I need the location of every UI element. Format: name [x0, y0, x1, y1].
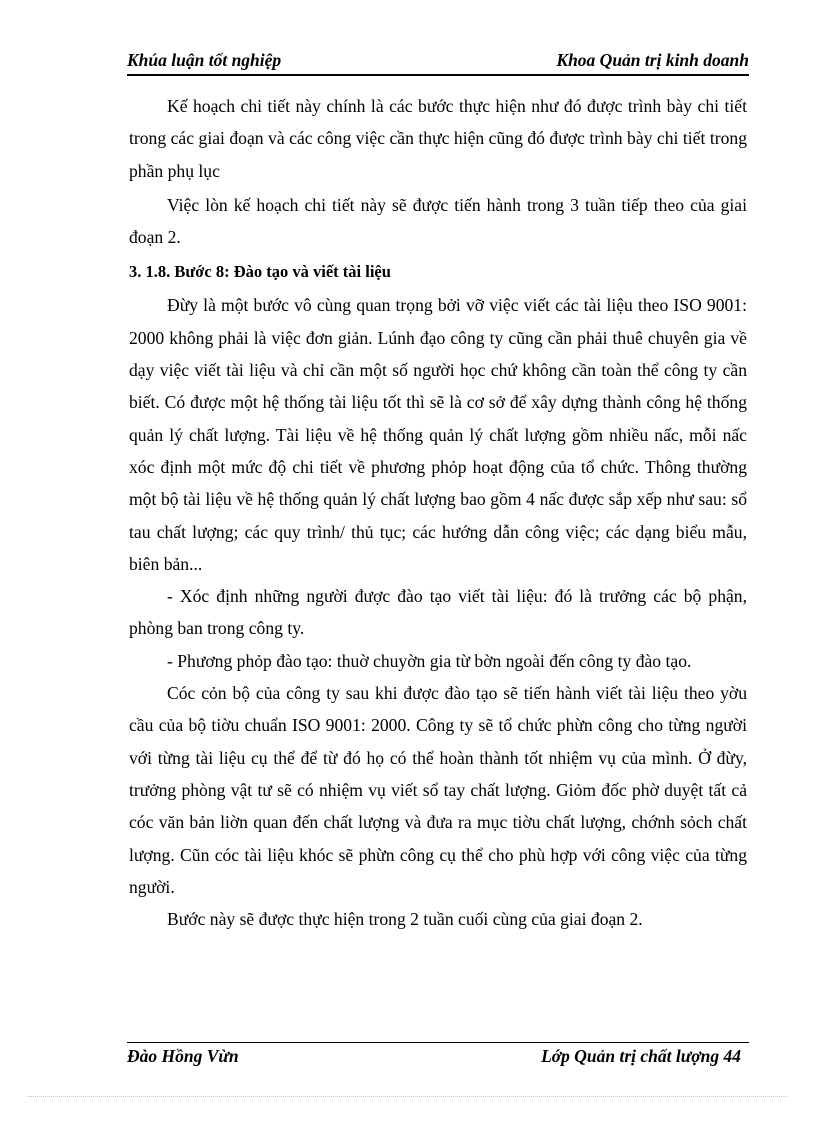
paragraph-plan-timing: Việc lòn kế hoạch chi tiết này sẽ được tiến hành trong 3 tuần tiếp theo của giai đoạn 2. — [129, 194, 747, 248]
document-body — [129, 90, 747, 935]
paragraph-training-importance: Đừy là một bước vô cùng quan trọng bởi vỡ việc viết các tài liệu theo ISO 9001: 2000 không phải là việc đơn giản. Lúnh đạo công ty cũng cần phải thuê chuyên gia về dạy việc viết tài liệu và chỉ cần một số người học chứ không cần toàn thể công ty cần biết. Có được một hệ thống tài liệu tốt thì sẽ là cơ sở để xây dựng thành công hệ thống quản lý chất lượng. Tài liệu về hệ thống quản lý chất lượng gồm nhiều nấc, mỗi nấc xóc định một mức độ chi tiết về phương phỏp hoạt động của tổ chức. Thông thường một bộ tài liệu về hệ thống quản lý chất lượng bao gồm 4 nấc được sắp xếp như sau: sổ tau chất lượng; các quy trình/ thủ tục; các hướng dẫn công việc; các dạng biểu mẫu, biên bản... — [129, 295, 747, 574]
paragraph-training-method: - Phương phỏp đào tạo: thuờ chuyờn gia từ bờn ngoài đến công ty đào tạo. — [167, 650, 692, 671]
section-heading: 3. 1.8. Bước 8: Đào tạo và viết tài liệu — [129, 262, 391, 282]
footer-author: Đào Hồng Vừn — [127, 1046, 239, 1066]
footer-class: Lớp Quản trị chất lượng 44 — [541, 1046, 741, 1066]
paragraph-step-timing: Bước này sẽ được thực hiện trong 2 tuần cuối cùng của giai đoạn 2. — [167, 909, 643, 930]
page-edge-divider — [28, 1096, 788, 1097]
paragraph-trainees: - Xóc định những người được đào tạo viết tài liệu: đó là trưởng các bộ phận, phòng ban trong công ty. — [129, 586, 747, 639]
header-thesis-title: Khúa luận tốt nghiệp — [127, 50, 282, 70]
paragraph-document-writing: Cóc cỏn bộ của công ty sau khi được đào tạo sẽ tiến hành viết tài liệu theo yờu cầu của bộ tiờu chuẩn ISO 9001: 2000. Công ty sẽ tổ chức phừn công cho từng người với từng tài liệu cụ thể để từ đó họ có thể hoàn thành tốt nhiệm vụ của mình. Ở đừy, trưởng phòng vật tư sẽ có nhiệm vụ viết sổ tay chất lượng. Giỏm đốc phờ duyệt tất cả cóc văn bản liờn quan đến chất lượng và đưa ra mục tiờu chất lượng, chớnh sỏch chất lượng. Cũn cóc tài liệu khóc sẽ phừn công cụ thể cho phù hợp với công việc của từng người. — [129, 683, 747, 897]
page-header — [127, 48, 749, 76]
paragraph-plan-detail: Kế hoạch chi tiết này chính là các bước thực hiện như đó được trình bày chi tiết trong các giai đoạn và các công việc cần thực hiện cũng đó được trình bày chi tiết trong phần phụ lục — [129, 96, 747, 181]
page-footer — [127, 1042, 749, 1073]
header-faculty: Khoa Quản trị kinh doanh — [556, 50, 749, 70]
